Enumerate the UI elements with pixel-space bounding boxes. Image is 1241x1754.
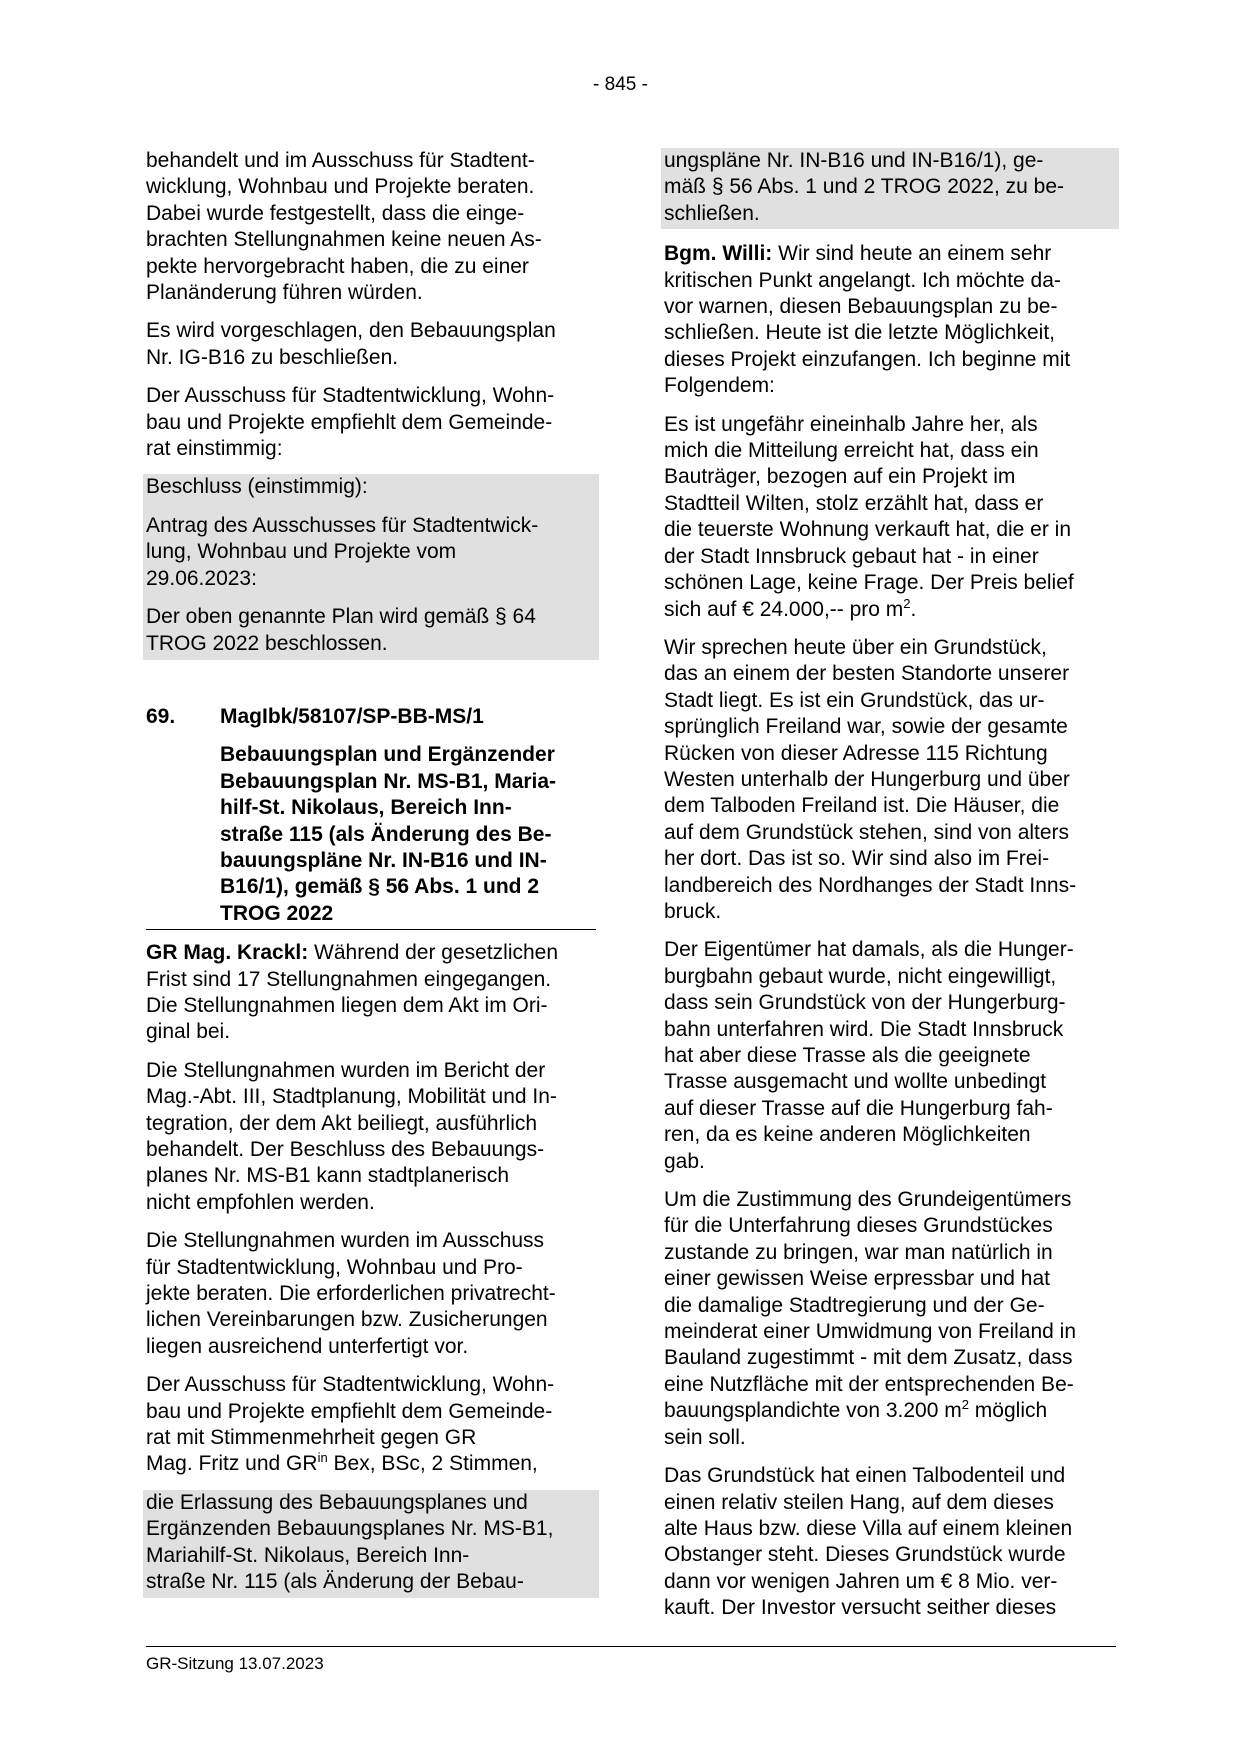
paragraph: Der Eigentümer hat damals, als die Hunger- burgbahn gebaut wurde, nicht eingewilligt, dass sein Grundstück von der Hungerburg- bahn unterfahren wird. Die Stadt Innsbruck hat aber diese Trasse als die geeignete Trasse ausgemacht und wollte unbedingt auf dieser Trasse auf die Hungerburg fah- ren, da es keine anderen Möglichkeiten gab. (664, 938, 1074, 1173)
agenda-item-number: 69. (146, 704, 176, 728)
speech-text: Wir sind heute an einem sehr kritischen Punkt angelangt. Ich möchte da- vor warnen, diesen Bebauungsplan zu be- schließen. Heute ist die letzte Möglichkeit, dieses Projekt einzufangen. Ich beginne mit Folgendem: (664, 242, 1071, 398)
text-span: möglich sein soll. (664, 1399, 1048, 1449)
text-span: Bex, BSc, 2 Stimmen, (327, 1452, 538, 1476)
speaker-paragraph (146, 940, 596, 1046)
paragraph: Das Grundstück hat einen Talbodenteil und einen relativ steilen Hang, auf dem dieses alte Haus bzw. diese Villa auf einem kleinen Obstanger steht. Dieses Grundstück wurde dann vor wenigen Jahren um € 8 Mio. ver- kauft. Der Investor versucht seither dieses (664, 1464, 1073, 1620)
paragraph: Die Stellungnahmen wurden im Bericht der Mag.-Abt. III, Stadtplanung, Mobilität und In- tegration, der dem Akt beiliegt, ausführlich behandelt. Der Beschluss des Bebauungs- planes Nr. MS-B1 kann stadtplanerisch nicht empfohlen werden. (146, 1058, 557, 1214)
paragraph (664, 412, 1116, 623)
speech-text: Während der gesetzlichen Frist sind 17 Stellungnahmen eingegangen. Die Stellungnahmen liegen dem Akt im Ori- ginal bei. (146, 941, 559, 1044)
superscript: in (317, 1450, 328, 1466)
text-span: Um die Zustimmung des Grundeigentümers für die Unterfahrung dieses Grundstückes zustande zu bringen, war man natürlich in einer gewissen Weise erpressbar und hat die damalige Stadtregierung und der Ge- meinderat einer Umwidmung von Freiland in Bauland zugestimmt - mit dem Zusatz, dass eine Nutzfläche mit der entsprechenden Be- bauungsplandichte von 3.200 m (664, 1188, 1077, 1423)
resolution-box (143, 474, 599, 659)
superscript: 2 (961, 1397, 969, 1413)
text-span: . (910, 597, 917, 621)
agenda-item-title: Bebauungsplan und Ergänzender Bebauungsplan Nr. MS-B1, Maria- hilf-St. Nikolaus, Bereich Inn- straße 115 (als Änderung des Be- bauungspläne Nr. IN-B16 und IN- B16/1), gemäß § 56 Abs. 1 und 2 TROG 2022 (220, 743, 557, 925)
paragraph: behandelt und im Ausschuss für Stadtent- wicklung, Wohnbau und Projekte beraten. Dabei wurde festgestellt, dass die einge- brachten Stellungnahmen keine neuen As- pekte hervorgebracht haben, die zu einer Planänderung führen würden. (146, 149, 542, 305)
paragraph: Die Stellungnahmen wurden im Ausschuss für Stadtentwicklung, Wohnbau und Pro- jekte beraten. Die erforderlichen privatrecht- lichen Vereinbarungen bzw. Zusicherungen liegen ausreichend unterfertigt vor. (146, 1229, 556, 1358)
paragraph: ungspläne Nr. IN-B16 und IN-B16/1), ge- mäß § 56 Abs. 1 und 2 TROG 2022, zu be- schließen. (664, 149, 1065, 225)
resolution-motion: Antrag des Ausschusses für Stadtentwick- lung, Wohnbau und Projekte vom 29.06.2023: (146, 513, 539, 590)
text-span: Es ist ungefähr eineinhalb Jahre her, als mich die Mitteilung erreicht hat, dass ein Bauträger, bezogen auf ein Projekt im Stadtteil Wilten, stolz erzählt hat, dass er die teuerste Wohnung verkauft hat, die er in der Stadt Innsbruck gebaut hat - in einer schönen Lage, keine Frage. Der Preis belief sich auf € 24.000,-- pro m (664, 412, 1074, 621)
agenda-item-reference: MagIbk/58107/SP-BB-MS/1 (220, 704, 484, 728)
paragraph: Es wird vorgeschlagen, den Bebauungsplan Nr. IG-B16 zu beschließen. (146, 319, 556, 369)
paragraph (664, 1187, 1116, 1451)
speaker-paragraph (664, 241, 1116, 399)
resolution-text-shaded (143, 1490, 599, 1598)
agenda-item-header (146, 704, 596, 730)
footer-text: GR-Sitzung 13.07.2023 (146, 1654, 324, 1673)
resolution-text-shaded (661, 148, 1119, 229)
resolution-label: Beschluss (einstimmig): (146, 475, 368, 499)
page-number: - 845 - (593, 74, 648, 95)
agenda-item (146, 704, 596, 930)
right-column (664, 148, 1116, 1634)
speaker-name: GR Mag. Krackl: (146, 941, 309, 965)
resolution-text: Der oben genannte Plan wird gemäß § 64 TROG 2022 beschlossen. (146, 605, 536, 655)
superscript: 2 (903, 595, 911, 611)
paragraph: Der Ausschuss für Stadtentwicklung, Wohn- bau und Projekte empfiehlt dem Gemeinde- rat einstimmig: (146, 384, 555, 461)
paragraph: die Erlassung des Bebauungsplanes und Ergänzenden Bebauungsplanes Nr. MS-B1, Mariahilf-St. Nikolaus, Bereich Inn- straße Nr. 115 (als Änderung der Bebau- (146, 1490, 554, 1594)
speaker-name: Bgm. Willi: (664, 242, 773, 266)
footer-divider (146, 1646, 1116, 1647)
left-column (146, 148, 596, 1598)
text-span: Der Ausschuss für Stadtentwicklung, Wohn- bau und Projekte empfiehlt dem Gemeinde- rat mit Stimmenmehrheit gegen GR Mag. Fritz und GR (146, 1373, 555, 1476)
paragraph: Wir sprechen heute über ein Grundstück, das an einem der besten Standorte unserer Stadt liegt. Es ist ein Grundstück, das ur- sprünglich Freiland war, sowie der gesamte Rücken von dieser Adresse 115 Richtung Westen unterhalb der Hungerburg und über dem Talboden Freiland ist. Die Häuser, die auf dem Grundstück stehen, sind von alters her dort. Das ist so. Wir sind also im Frei- landbereich des Nordhanges der Stadt Inns- bruck. (664, 635, 1077, 923)
paragraph (146, 1372, 596, 1478)
